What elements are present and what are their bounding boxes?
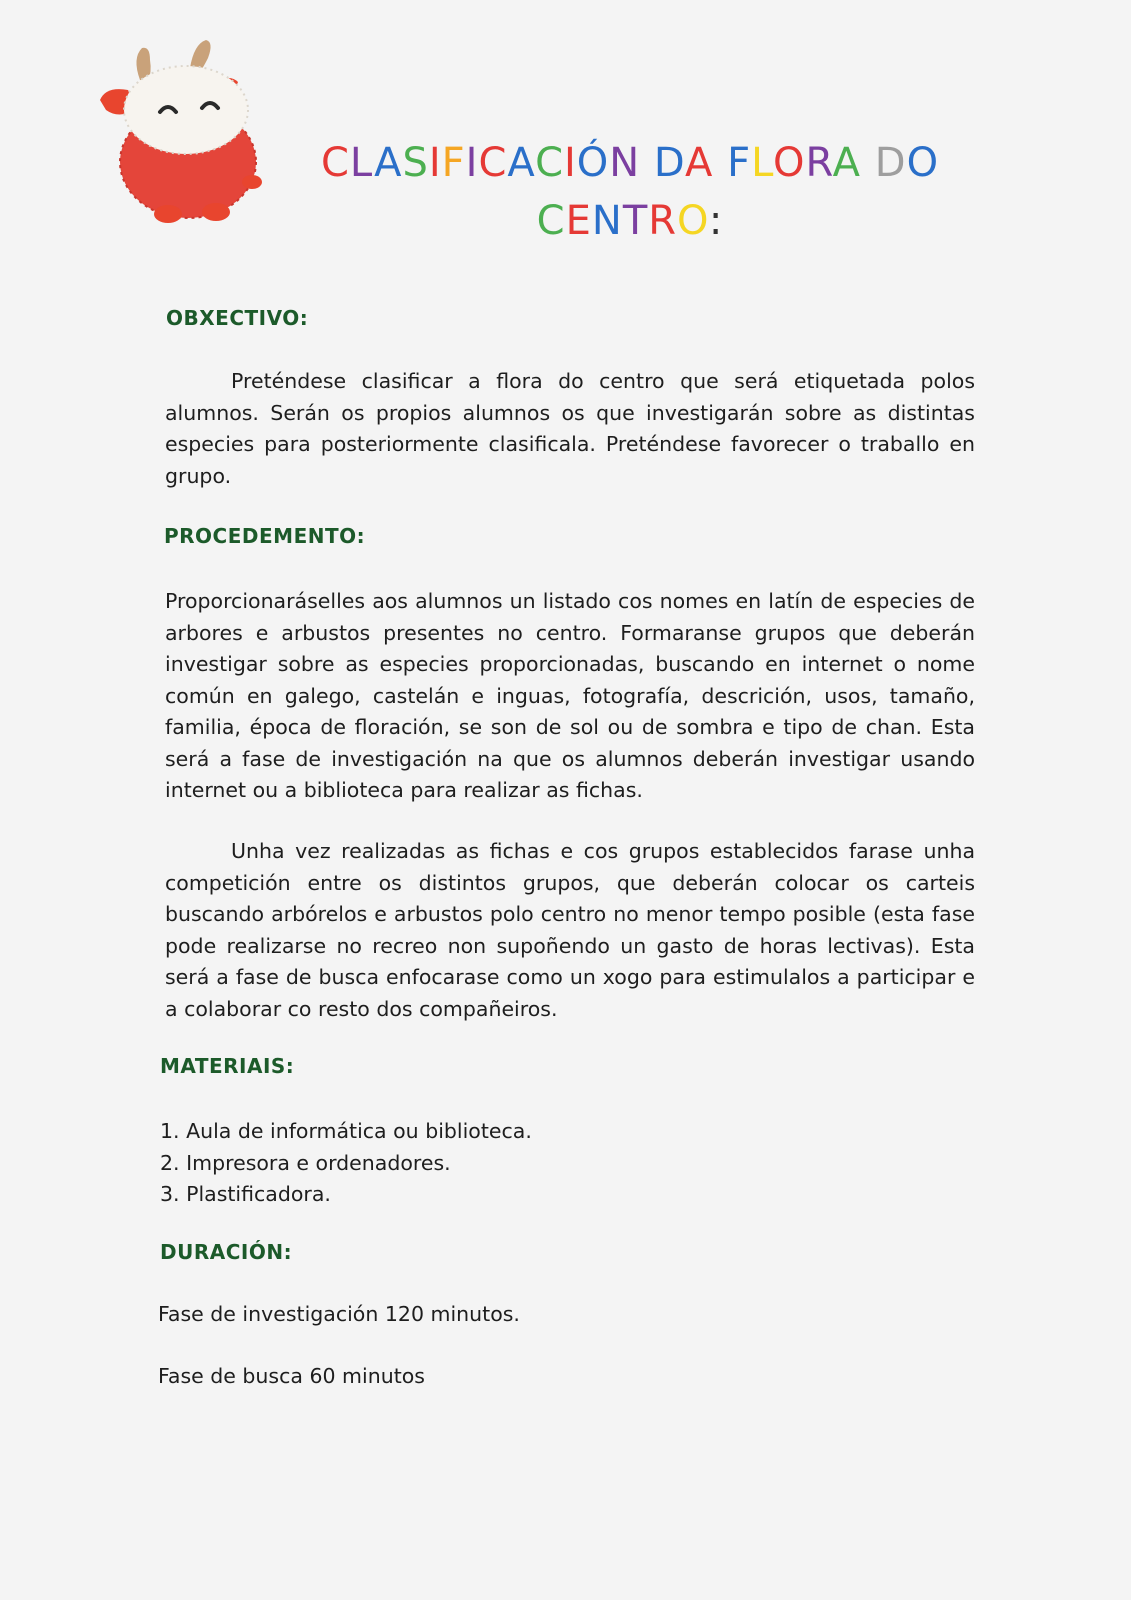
- materiais-heading: MATERIAIS:: [160, 1054, 295, 1078]
- procedemento-heading: PROCEDEMENTO:: [164, 524, 366, 548]
- duracion-line-2: Fase de busca 60 minutos: [158, 1364, 425, 1388]
- title-letter: O: [773, 140, 806, 186]
- title-letter: T: [622, 198, 649, 244]
- title-letter: O: [677, 198, 709, 244]
- title-letter: F: [441, 140, 466, 186]
- title-letter: O: [906, 140, 940, 186]
- title-letter: A: [374, 140, 403, 186]
- title-letter: Ó: [576, 140, 610, 186]
- title-letter: C: [536, 198, 566, 244]
- title-letter: A: [832, 140, 862, 186]
- materiais-list: [160, 1116, 760, 1211]
- title-letter: N: [609, 140, 641, 186]
- title-letter: F: [727, 140, 752, 186]
- title-letter: I: [564, 140, 577, 186]
- title-letter: D: [874, 140, 907, 186]
- title-letter: R: [805, 140, 833, 186]
- title-letter: [861, 140, 875, 186]
- obxectivo-heading: OBXECTIVO:: [166, 306, 309, 330]
- crochet-cow-mascot-image: [98, 30, 270, 226]
- duracion-heading: DURACIÓN:: [160, 1240, 293, 1264]
- list-item: 3. Plastificadora.: [160, 1182, 331, 1206]
- title-letter: R: [648, 198, 678, 244]
- title-letter: D: [653, 140, 686, 186]
- title-line-2: [280, 192, 980, 250]
- title-letter: :: [708, 198, 724, 244]
- list-item: 1. Aula de informática ou biblioteca.: [160, 1119, 532, 1143]
- obxectivo-paragraph: Preténdese clasificar a flora do centro que será etiquetada polos alumnos. Serán os propios alumnos os que investigarán sobre as distintas especies para posteriormente clasificala. Preténdese favorecer o traballo en grupo.: [165, 369, 975, 488]
- title-letter: E: [565, 198, 592, 244]
- procedemento-paragraph-1: Proporcionaráselles aos alumnos un listado cos nomes en latín de especies de arbores e arbustos presentes no centro. Formaranse grupos que deberán investigar sobre as especies proporcionadas, buscando en internet o nome común en galego, castelán e inguas, fotografía, descrición, usos, tamaño, familia, época de floración, se son de sol ou de sombra e tipo de chan. Esta será a fase de investigación na que os alumnos deberán investigar usando internet ou a biblioteca para realizar as fichas.: [165, 589, 975, 802]
- title-letter: C: [320, 140, 350, 186]
- title-line-1: [280, 134, 980, 192]
- title-letter: A: [685, 140, 714, 186]
- title-letter: I: [428, 140, 442, 186]
- title-letter: C: [535, 140, 564, 186]
- procedemento-paragraph-2: Unha vez realizadas as fichas e cos grupos establecidos farase unha competición entre os distintos grupos, que deberán colocar os carteis buscando arbórelos e arbustos polo centro no menor tempo posible (esta fase pode realizarse no recreo non supoñendo un gasto de horas lectivas). Esta será a fase de busca enfocarase como un xogo para estimulalos a participar e a colaborar co resto dos compañeiros.: [165, 839, 975, 1021]
- title-letter: L: [751, 140, 773, 186]
- duracion-line-1: Fase de investigación 120 minutos.: [158, 1302, 520, 1326]
- title-letter: I: [465, 140, 479, 186]
- title-letter: [713, 140, 727, 186]
- title-letter: A: [507, 140, 536, 186]
- title-letter: [640, 140, 654, 186]
- title-letter: L: [349, 140, 375, 186]
- title-letter: S: [402, 140, 429, 186]
- page-title: [280, 134, 980, 250]
- title-letter: C: [478, 140, 508, 186]
- list-item: 2. Impresora e ordenadores.: [160, 1150, 451, 1175]
- title-letter: N: [591, 198, 623, 244]
